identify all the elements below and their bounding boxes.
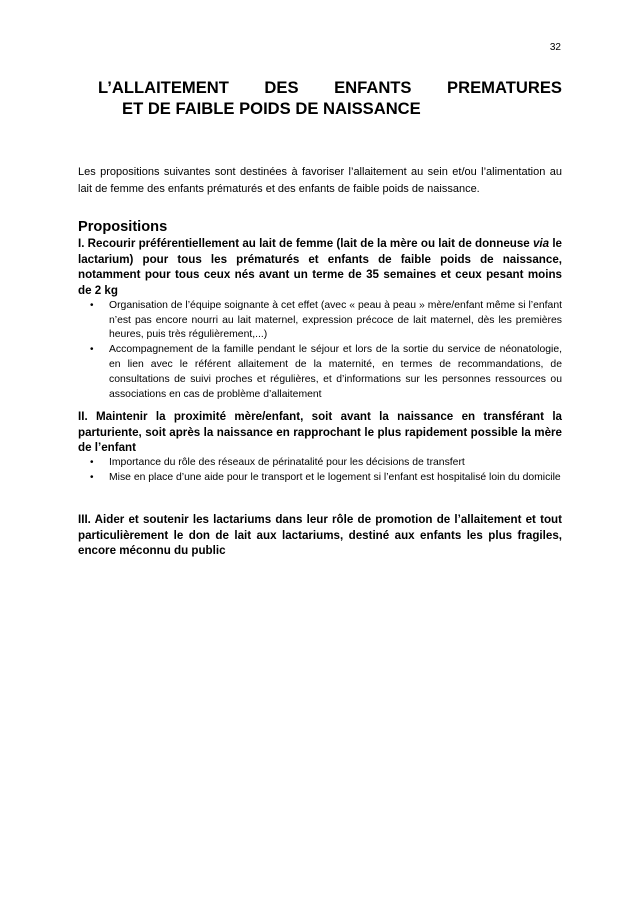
list-item — [78, 343, 562, 402]
list-item — [78, 456, 562, 471]
heading-text: le lactarium) pour tous les prématurés et enfants de faible poids de naissance, notamment pour tous ceux nés avant un terme de 35 semaines et ceux pesant moins de 2 kg — [78, 237, 563, 298]
proposition-3 — [78, 512, 562, 559]
bullet-icon: • — [90, 344, 94, 356]
proposition-1 — [78, 236, 562, 402]
list-item-text: Importance du rôle des réseaux de périnatalité pour les décisions de transfert — [109, 457, 465, 469]
list-item — [78, 299, 562, 343]
page-title — [78, 77, 562, 119]
bullet-list — [78, 456, 562, 486]
bullet-list — [78, 299, 562, 403]
bullet-icon: • — [90, 471, 94, 483]
bullet-icon: • — [90, 457, 94, 469]
list-item — [78, 471, 562, 486]
bullet-icon: • — [90, 299, 94, 311]
list-item-text: Organisation de l’équipe soignante à cet effet (avec « peau à peau » mère/enfant même si l’enfant n’est pas encore nourri au lait maternel, expression précoce de lait maternel, dès les premières heures, puis très régulièrement,...) — [109, 299, 562, 341]
page-number: 32 — [549, 42, 561, 53]
title-word: PREMATURES — [447, 78, 562, 97]
heading-text: I. Recourir préférentiellement au lait de femme (lait de la mère ou lait de donneuse — [78, 237, 533, 250]
title-word: DES — [264, 78, 299, 97]
title-line-2: ET DE FAIBLE POIDS DE NAISSANCE — [122, 99, 421, 118]
heading-italic-text: via — [532, 237, 550, 250]
title-line-1 — [78, 77, 562, 98]
title-word: L’ALLAITEMENT — [98, 78, 229, 97]
proposition-heading — [78, 236, 562, 299]
list-item-text: Accompagnement de la famille pendant le séjour et lors de la sortie du service de néonatologie, en lien avec le référent allaitement de la maternité, en termes de recommandations, de consultations de suivi proches et régulières, et d’informations sur les personnes ressources ou associations en cas de problème d’allaitement — [109, 344, 562, 400]
intro-paragraph: Les propositions suivantes sont destinées à favoriser l’allaitement au sein et/ou l’alimentation au lait de femme des enfants prématurés et des enfants de faible poids de naissance. — [78, 166, 562, 195]
title-word: ENFANTS — [334, 78, 412, 97]
proposition-heading: III. Aider et soutenir les lactariums dans leur rôle de promotion de l’allaitement et tout particulièrement le don de lait aux lactariums, destiné aux enfants les plus fragiles, encore méconnu du public — [78, 513, 562, 558]
section-heading: Propositions — [78, 219, 168, 235]
proposition-heading: II. Maintenir la proximité mère/enfant, soit avant la naissance en transférant la parturiente, soit après la naissance en rapprochant le plus rapidement possible la mère de l’enfant — [78, 410, 562, 455]
list-item-text: Mise en place d’une aide pour le transport et le logement si l’enfant est hospitalisé loin du domicile — [109, 471, 561, 483]
proposition-2 — [78, 409, 562, 486]
